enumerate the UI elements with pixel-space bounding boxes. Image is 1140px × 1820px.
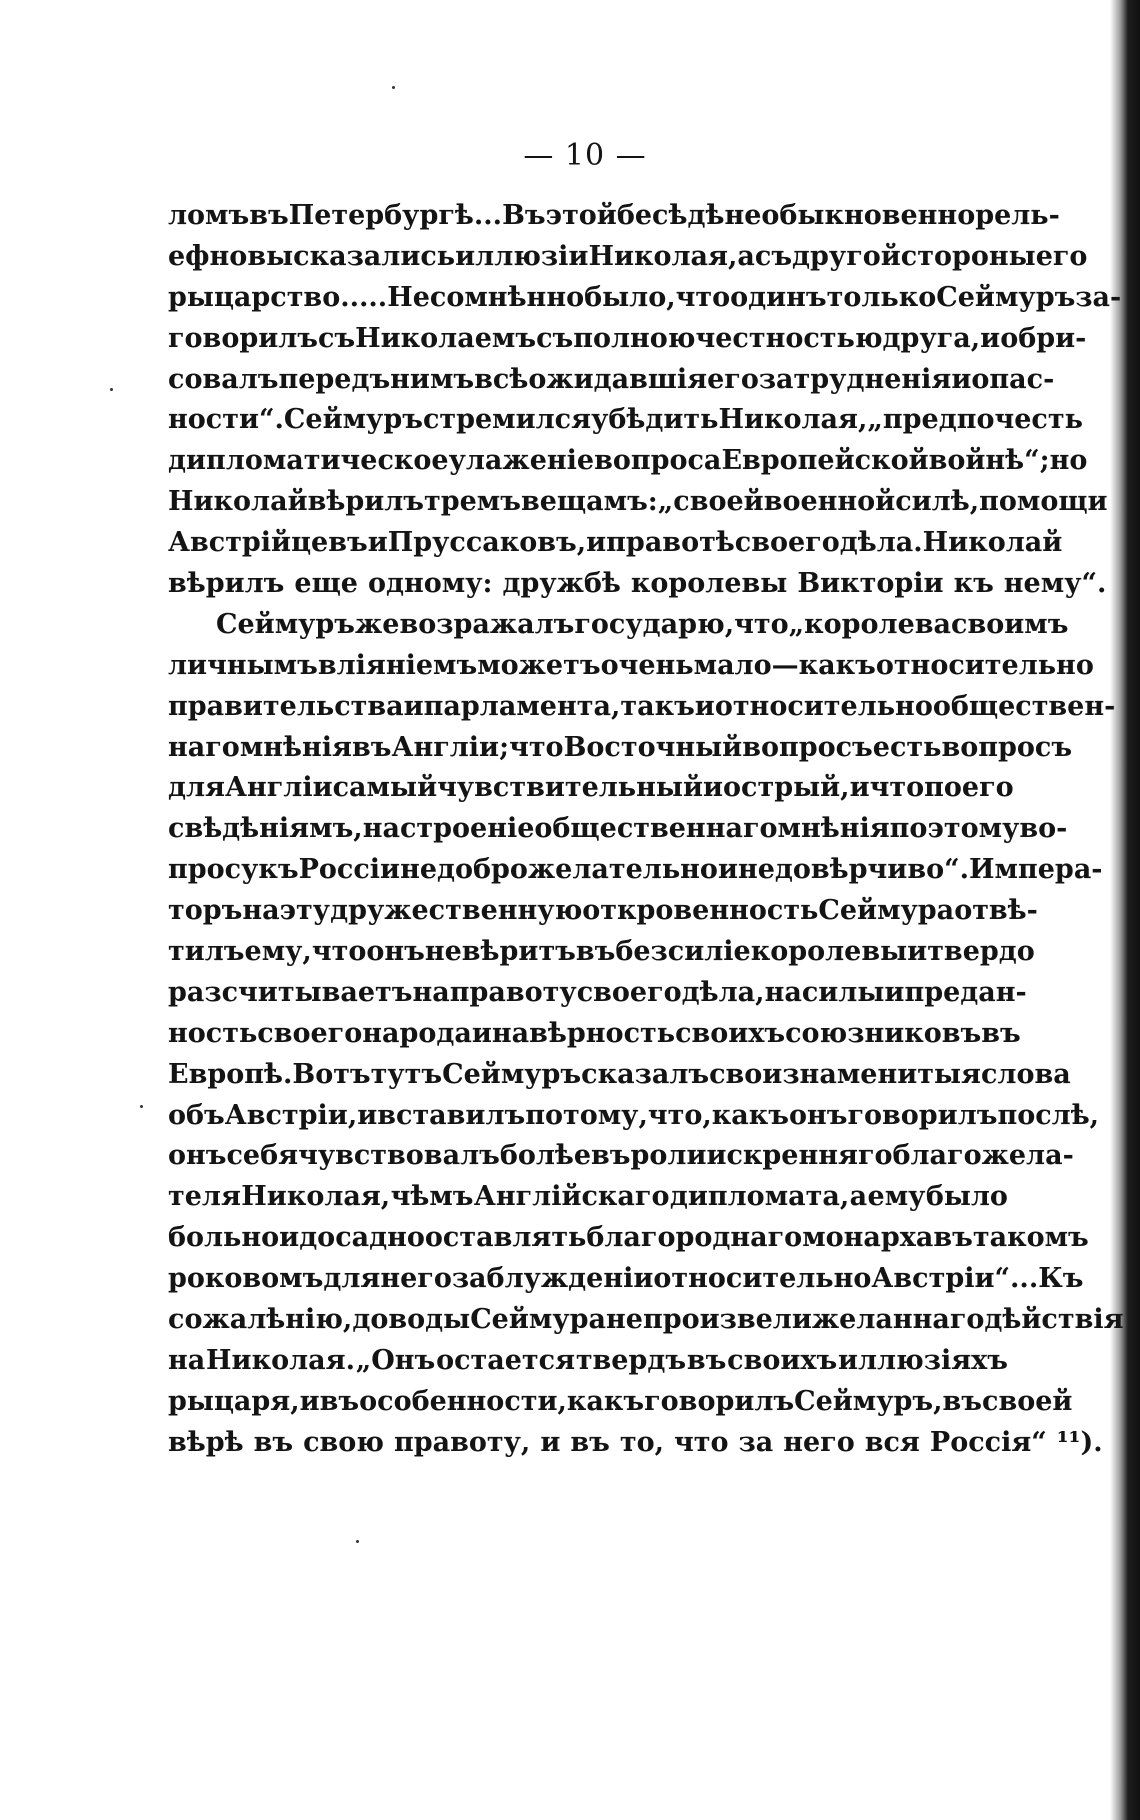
word: мнѣнія	[239, 731, 352, 763]
word: еще	[294, 568, 358, 600]
word: говорилъ	[847, 1099, 998, 1131]
word: особенности,	[359, 1385, 567, 1417]
word: какъ	[711, 1099, 789, 1131]
word: своихъ	[675, 1017, 786, 1049]
word: Викторіи	[797, 568, 944, 600]
word: друга,	[882, 322, 981, 354]
text-line	[168, 1096, 1100, 1137]
word: ему,	[244, 936, 312, 968]
text-line	[168, 1382, 1073, 1423]
word: въ	[942, 1385, 983, 1417]
word: Европейской	[721, 445, 929, 477]
word: его	[707, 363, 759, 395]
word: ломъ	[168, 200, 250, 231]
word: искренняго	[706, 1140, 893, 1172]
word: рыцарство.....	[168, 281, 388, 313]
word: какъ	[566, 1385, 645, 1417]
word: твердъ	[575, 1344, 687, 1376]
word: такъ	[620, 690, 695, 722]
print-speck	[356, 1540, 359, 1543]
word: къ	[953, 568, 994, 600]
word: ности“.	[168, 404, 284, 436]
text-line	[168, 319, 1087, 360]
word: болѣе	[499, 1140, 592, 1172]
word: —	[771, 649, 799, 681]
word: и	[299, 1385, 320, 1417]
text-line	[168, 482, 1108, 523]
word: свою	[303, 1426, 384, 1458]
word: и	[540, 1426, 561, 1458]
word: говорилъ	[644, 1385, 795, 1417]
word: обществен-	[932, 690, 1116, 722]
word: правоту	[449, 976, 577, 1008]
word: помощи	[979, 486, 1108, 518]
word: на	[168, 1344, 206, 1376]
word: личнымъ	[168, 649, 318, 681]
word: и	[907, 936, 928, 968]
word: Англійскаго	[473, 1181, 670, 1213]
word: и	[279, 1222, 300, 1254]
word: „предпочесть	[867, 404, 1083, 436]
word: мало	[693, 649, 772, 681]
word: дипломата,	[669, 1181, 850, 1213]
word: относительно	[875, 649, 1094, 681]
word: монарха	[802, 1222, 934, 1254]
word: было	[925, 1181, 1008, 1213]
word: настроеніе	[362, 813, 535, 845]
word: не	[424, 936, 462, 968]
word: военной	[763, 486, 896, 518]
word: Николай	[168, 486, 308, 518]
page-number: — 10 —	[523, 138, 647, 173]
word: досадно	[299, 1222, 425, 1254]
word: Вотъ	[292, 1058, 371, 1090]
word: вѣритъ	[461, 936, 576, 968]
word: силѣ,	[895, 486, 980, 518]
word: рель-	[975, 200, 1060, 231]
word: своего	[257, 1017, 363, 1049]
word: только	[826, 281, 937, 313]
word: во-	[1019, 813, 1068, 845]
word: Петербургѣ...	[288, 200, 503, 231]
word: и	[980, 322, 1001, 354]
word: объ	[168, 1099, 225, 1131]
word: тутъ	[370, 1058, 443, 1090]
word: что	[509, 731, 564, 763]
word: благожела-	[892, 1140, 1074, 1172]
word: недоброжелательно	[400, 854, 718, 886]
word: вѣрилъ	[168, 568, 285, 600]
word: доводы	[352, 1304, 471, 1336]
word: эту	[279, 895, 331, 927]
word: откровенность	[582, 895, 819, 927]
word: одному:	[367, 568, 493, 600]
word: Австрійцевъ	[168, 527, 368, 559]
word: вліяніемъ	[317, 649, 478, 681]
word: Европѣ.	[168, 1058, 293, 1090]
word: Восточный	[563, 731, 743, 763]
word: Сеймуръ	[442, 1058, 582, 1090]
word: въ	[575, 936, 616, 968]
word: дѣла.	[839, 527, 923, 559]
word: роли	[630, 1140, 707, 1172]
word: королевы	[630, 568, 788, 600]
text-line	[168, 728, 1073, 769]
word: остается	[436, 1344, 576, 1376]
print-speck	[392, 86, 395, 89]
text-line	[168, 891, 1038, 932]
word: недовѣрчиво“.	[737, 854, 970, 886]
word: для	[323, 1263, 381, 1295]
word: сказалъ	[581, 1058, 710, 1090]
word: въ	[686, 1344, 727, 1376]
word: свѣдѣніямъ,	[168, 813, 363, 845]
word: Россія“	[929, 1426, 1047, 1458]
word: заблужденіи	[451, 1263, 654, 1295]
word: Николаемъ	[355, 322, 537, 354]
text-line	[168, 850, 1103, 891]
word: говорилъ	[168, 322, 318, 354]
word: Сеймуръ	[936, 281, 1076, 313]
word: слова	[980, 1058, 1071, 1090]
word: совалъ	[168, 363, 279, 395]
word: и	[403, 690, 424, 722]
word: и	[849, 772, 870, 804]
word: чувствовалъ	[298, 1140, 500, 1172]
word: въ	[249, 200, 289, 231]
word: такомъ	[972, 1222, 1089, 1254]
text-line	[168, 1136, 1074, 1177]
word: дружбѣ	[502, 568, 621, 600]
word: послѣ,	[997, 1099, 1100, 1131]
word: его	[1035, 240, 1088, 272]
text-line	[168, 237, 1088, 278]
word: что	[311, 936, 367, 968]
word: къ	[258, 854, 299, 886]
word: дѣла,	[681, 976, 765, 1008]
word: народа	[362, 1017, 472, 1049]
word: Николая,	[241, 1181, 391, 1213]
word: за	[738, 1426, 774, 1458]
word: правотѣ	[606, 527, 735, 559]
body-text	[168, 196, 1124, 1464]
text-line	[168, 687, 1116, 728]
word: себя	[226, 1140, 299, 1172]
word: а	[737, 240, 755, 272]
word: просу	[168, 854, 259, 886]
word: онъ	[788, 1099, 848, 1131]
text-line	[168, 809, 1068, 850]
word: и	[702, 772, 724, 804]
word: въ	[591, 1140, 631, 1172]
word: Австріи“...	[871, 1263, 1039, 1295]
word: сожалѣнію,	[168, 1304, 353, 1336]
word: иллюзіи	[455, 240, 589, 272]
word: Къ	[1038, 1263, 1084, 1295]
word: опас-	[971, 363, 1055, 395]
word: въ	[253, 1426, 294, 1458]
word: чувствительный	[437, 772, 703, 804]
word: правоту,	[394, 1426, 531, 1458]
word: а	[849, 1181, 868, 1213]
word: и	[951, 363, 972, 395]
word: потому,	[525, 1099, 648, 1131]
word: благороднаго	[586, 1222, 803, 1254]
word: относительно	[714, 690, 933, 722]
word: полною	[573, 322, 696, 354]
word: твердо	[927, 936, 1035, 968]
word: въ	[981, 1017, 1021, 1049]
word: необыкновенно	[724, 200, 976, 231]
word: своимъ	[951, 608, 1069, 640]
word: одинъ	[730, 281, 827, 313]
text-line	[168, 1177, 1008, 1218]
word: не	[606, 1304, 643, 1336]
text-line	[168, 1218, 1089, 1259]
word: вопросъ	[941, 731, 1073, 763]
word: онъ	[168, 1140, 227, 1172]
text-line	[168, 768, 1014, 809]
word: другой	[792, 240, 901, 272]
text-line	[168, 1055, 1071, 1096]
word: нему“.	[1003, 568, 1107, 600]
word: иллюзіяхъ	[837, 1344, 1008, 1376]
word: же	[355, 608, 400, 640]
word: вѣрѣ	[168, 1426, 244, 1458]
word: по	[889, 813, 928, 845]
word: вопросъ	[742, 731, 873, 763]
text-line	[168, 1259, 1084, 1300]
word: что	[734, 608, 789, 640]
word: Сеймура	[818, 895, 955, 927]
word: Николая,	[718, 404, 868, 436]
word: ефно	[168, 240, 248, 272]
word: желаннаго	[811, 1304, 985, 1336]
word: предан-	[904, 976, 1027, 1008]
word: на	[412, 976, 450, 1008]
word: но	[1049, 445, 1088, 477]
word: дипломатическое	[168, 445, 449, 477]
text-line	[168, 441, 1088, 482]
word: своего	[734, 527, 840, 559]
word: на	[242, 895, 280, 927]
text-line	[168, 360, 1055, 401]
word: было,	[584, 281, 676, 313]
word: Николая,	[588, 240, 738, 272]
word: дружественную	[330, 895, 583, 927]
word: свои	[709, 1058, 783, 1090]
word: общественнаго	[534, 813, 778, 845]
word: вставилъ	[377, 1099, 526, 1131]
word: силы	[801, 976, 885, 1008]
word: отвѣ-	[954, 895, 1038, 927]
word: вещамъ:	[520, 486, 658, 518]
page-binding-edge	[1110, 0, 1140, 1820]
word: и	[884, 976, 905, 1008]
text-line	[168, 932, 1035, 973]
word: Несомнѣнно	[387, 281, 585, 313]
text-line	[168, 278, 1122, 319]
word: этой	[545, 200, 617, 231]
word: Пруссаковъ,	[387, 527, 587, 559]
word: стремился	[422, 404, 592, 436]
word: Въ	[502, 200, 546, 231]
text-line	[168, 1341, 1008, 1382]
word: съ	[754, 240, 793, 272]
word: оставлять	[424, 1222, 587, 1254]
text-line	[168, 196, 1060, 237]
word: Россіи	[298, 854, 401, 886]
text-line	[168, 605, 1069, 646]
word: рыцаря,	[168, 1385, 300, 1417]
word: какъ	[798, 649, 876, 681]
word: произвели	[642, 1304, 812, 1336]
word: и	[694, 690, 715, 722]
text-line	[168, 973, 1027, 1014]
word: своего	[576, 976, 682, 1008]
word: въ	[351, 731, 392, 763]
word: безсиліе	[615, 936, 751, 968]
word: и	[367, 527, 388, 559]
word: стороны	[900, 240, 1036, 272]
word: Николай	[922, 527, 1063, 559]
text-line	[168, 1423, 1103, 1464]
word: вся	[864, 1426, 920, 1458]
word: въ	[319, 1385, 360, 1417]
word: вопроса	[594, 445, 722, 477]
word: союзниковъ	[785, 1017, 982, 1049]
word: разсчитываетъ	[168, 976, 413, 1008]
word: что,	[647, 1099, 712, 1131]
text-line	[168, 564, 1107, 605]
word: и	[717, 854, 738, 886]
word: войнѣ“;	[928, 445, 1050, 477]
text-line	[168, 400, 1083, 441]
word: въ	[933, 1222, 973, 1254]
word: что	[675, 281, 731, 313]
word: что	[673, 1426, 729, 1458]
word: вѣрилъ	[307, 486, 425, 518]
word: правительства	[168, 690, 404, 722]
word: есть	[872, 731, 942, 763]
word: тилъ	[168, 936, 245, 968]
word: ¹¹).	[1056, 1426, 1103, 1458]
word: своей	[982, 1385, 1073, 1417]
word: всѣ	[474, 363, 529, 395]
word: Сеймуръ,	[794, 1385, 943, 1417]
word: этому	[927, 813, 1020, 845]
word: знаменитыя	[782, 1058, 981, 1090]
print-speck	[140, 1105, 143, 1108]
word: ожидавшія	[528, 363, 708, 395]
word: то,	[619, 1426, 664, 1458]
word: для	[168, 772, 225, 804]
word: своихъ	[727, 1344, 838, 1376]
word: съ	[317, 322, 356, 354]
word: и	[471, 1017, 492, 1049]
word: Англіи	[224, 772, 333, 804]
word: обри-	[1000, 322, 1087, 354]
word: онъ	[366, 936, 425, 968]
word: него	[380, 1263, 452, 1295]
word: по	[924, 772, 962, 804]
word: его	[961, 772, 1014, 804]
word: роковомъ	[168, 1263, 324, 1295]
word: торъ	[168, 895, 243, 927]
word: и	[586, 527, 607, 559]
text-line	[168, 1300, 1124, 1341]
word: высказались	[247, 240, 456, 272]
word: можетъ	[477, 649, 601, 681]
word: Импера-	[969, 854, 1103, 886]
word: Сеймура	[470, 1304, 606, 1336]
word: ность	[168, 1017, 258, 1049]
word: теля	[168, 1181, 241, 1213]
word: „Онъ	[355, 1344, 436, 1376]
word: бесѣдѣ	[616, 200, 725, 231]
text-line	[168, 1014, 1021, 1055]
word: него	[783, 1426, 855, 1458]
word: и	[357, 1099, 378, 1131]
word: „королева	[788, 608, 952, 640]
print-speck	[110, 388, 113, 391]
word: дѣйствія	[984, 1304, 1124, 1336]
word: что	[869, 772, 925, 804]
word: ему	[867, 1181, 926, 1213]
word: парламента,	[423, 690, 621, 722]
word: возражалъ	[399, 608, 575, 640]
word: честностью	[695, 322, 883, 354]
word: больно	[168, 1222, 280, 1254]
word: тремъ	[424, 486, 521, 518]
word: наго	[168, 731, 240, 763]
word: самый	[332, 772, 438, 804]
word: убѣдить	[591, 404, 719, 436]
word: улаженіе	[448, 445, 595, 477]
word: затрудненія	[758, 363, 952, 395]
word: Николая.	[206, 1344, 355, 1376]
word: Англіи;	[391, 731, 510, 763]
word: очень	[600, 649, 694, 681]
word: относительно	[653, 1263, 872, 1295]
word: Австріи,	[224, 1099, 358, 1131]
word: на	[491, 1017, 530, 1049]
word: мнѣнія	[777, 813, 890, 845]
word: нимъ	[390, 363, 475, 395]
text-line	[168, 523, 1063, 564]
word: Сеймуръ	[216, 608, 356, 640]
word: на	[764, 976, 802, 1008]
word: королевы	[750, 936, 908, 968]
word: чѣмъ	[390, 1181, 474, 1213]
word: государю,	[574, 608, 735, 640]
word: съ	[536, 322, 574, 354]
word: передъ	[278, 363, 391, 395]
word: острый,	[723, 772, 850, 804]
word: Сеймуръ	[283, 404, 423, 436]
word: вѣрность	[529, 1017, 676, 1049]
text-line	[168, 646, 1094, 687]
word: „своей	[657, 486, 764, 518]
word: въ	[570, 1426, 610, 1458]
word: за-	[1075, 281, 1122, 313]
